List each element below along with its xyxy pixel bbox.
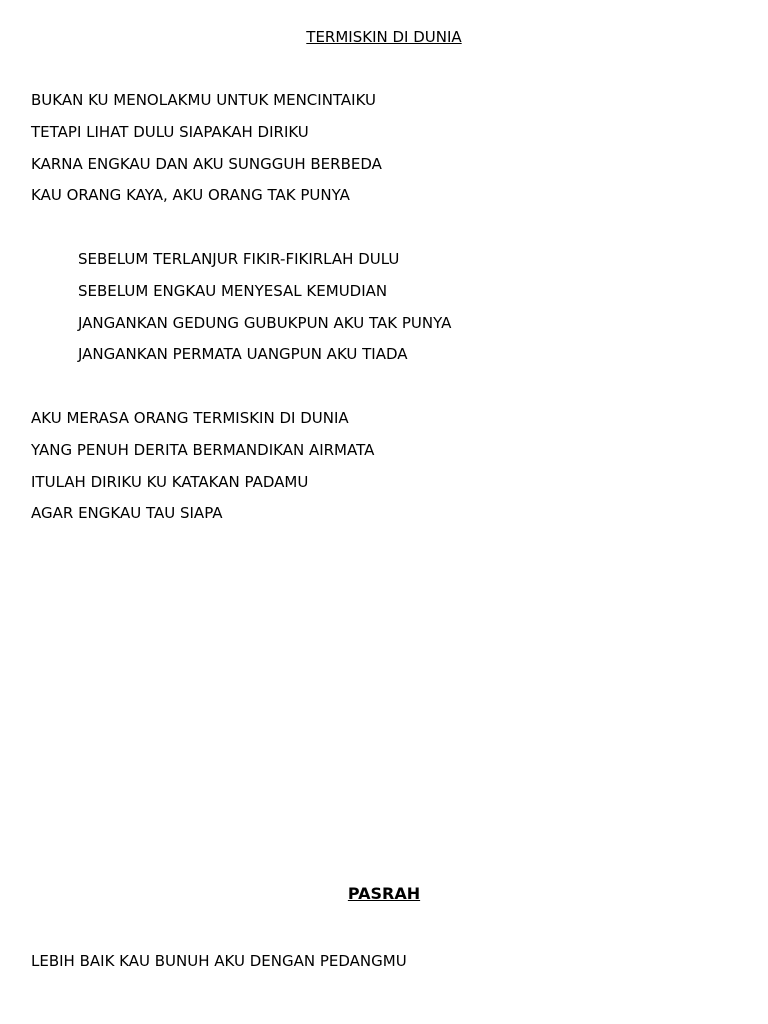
poem-line: JANGANKAN GEDUNG GUBUKPUN AKU TAK PUNYA xyxy=(78,313,452,332)
poem-stanza-pasrah-1 xyxy=(31,952,407,984)
poem-line: SEBELUM ENGKAU MENYESAL KEMUDIAN xyxy=(78,281,388,300)
poem-title: TERMISKIN DI DUNIA xyxy=(306,28,462,46)
poem-line: TETAPI LIHAT DULU SIAPAKAH DIRIKU xyxy=(31,122,309,141)
poem-stanza-1 xyxy=(31,91,382,218)
poem-line: YANG PENUH DERITA BERMANDIKAN AIRMATA xyxy=(31,440,375,459)
poem-line: BUKAN KU MENOLAKMU UNTUK MENCINTAIKU xyxy=(31,91,377,109)
poem-line: AKU MERASA ORANG TERMISKIN DI DUNIA xyxy=(31,409,349,427)
poem-line: ITULAH DIRIKU KU KATAKAN PADAMU xyxy=(31,472,309,491)
poem-line: KAU ORANG KAYA, AKU ORANG TAK PUNYA xyxy=(31,186,350,205)
poem-line: LEBIH BAIK KAU BUNUH AKU DENGAN PEDANGMU xyxy=(31,952,407,970)
poem-line: SEBELUM TERLANJUR FIKIR-FIKIRLAH DULU xyxy=(78,250,400,268)
poem-title-pasrah: PASRAH xyxy=(347,884,421,903)
poem-line: JANGANKAN PERMATA UANGPUN AKU TIADA xyxy=(78,345,408,364)
poem-stanza-3 xyxy=(31,409,374,536)
poem-line: KARNA ENGKAU DAN AKU SUNGGUH BERBEDA xyxy=(31,154,382,173)
poem-line: AGAR ENGKAU TAU SIAPA xyxy=(31,504,223,523)
poem-stanza-2 xyxy=(78,250,451,377)
